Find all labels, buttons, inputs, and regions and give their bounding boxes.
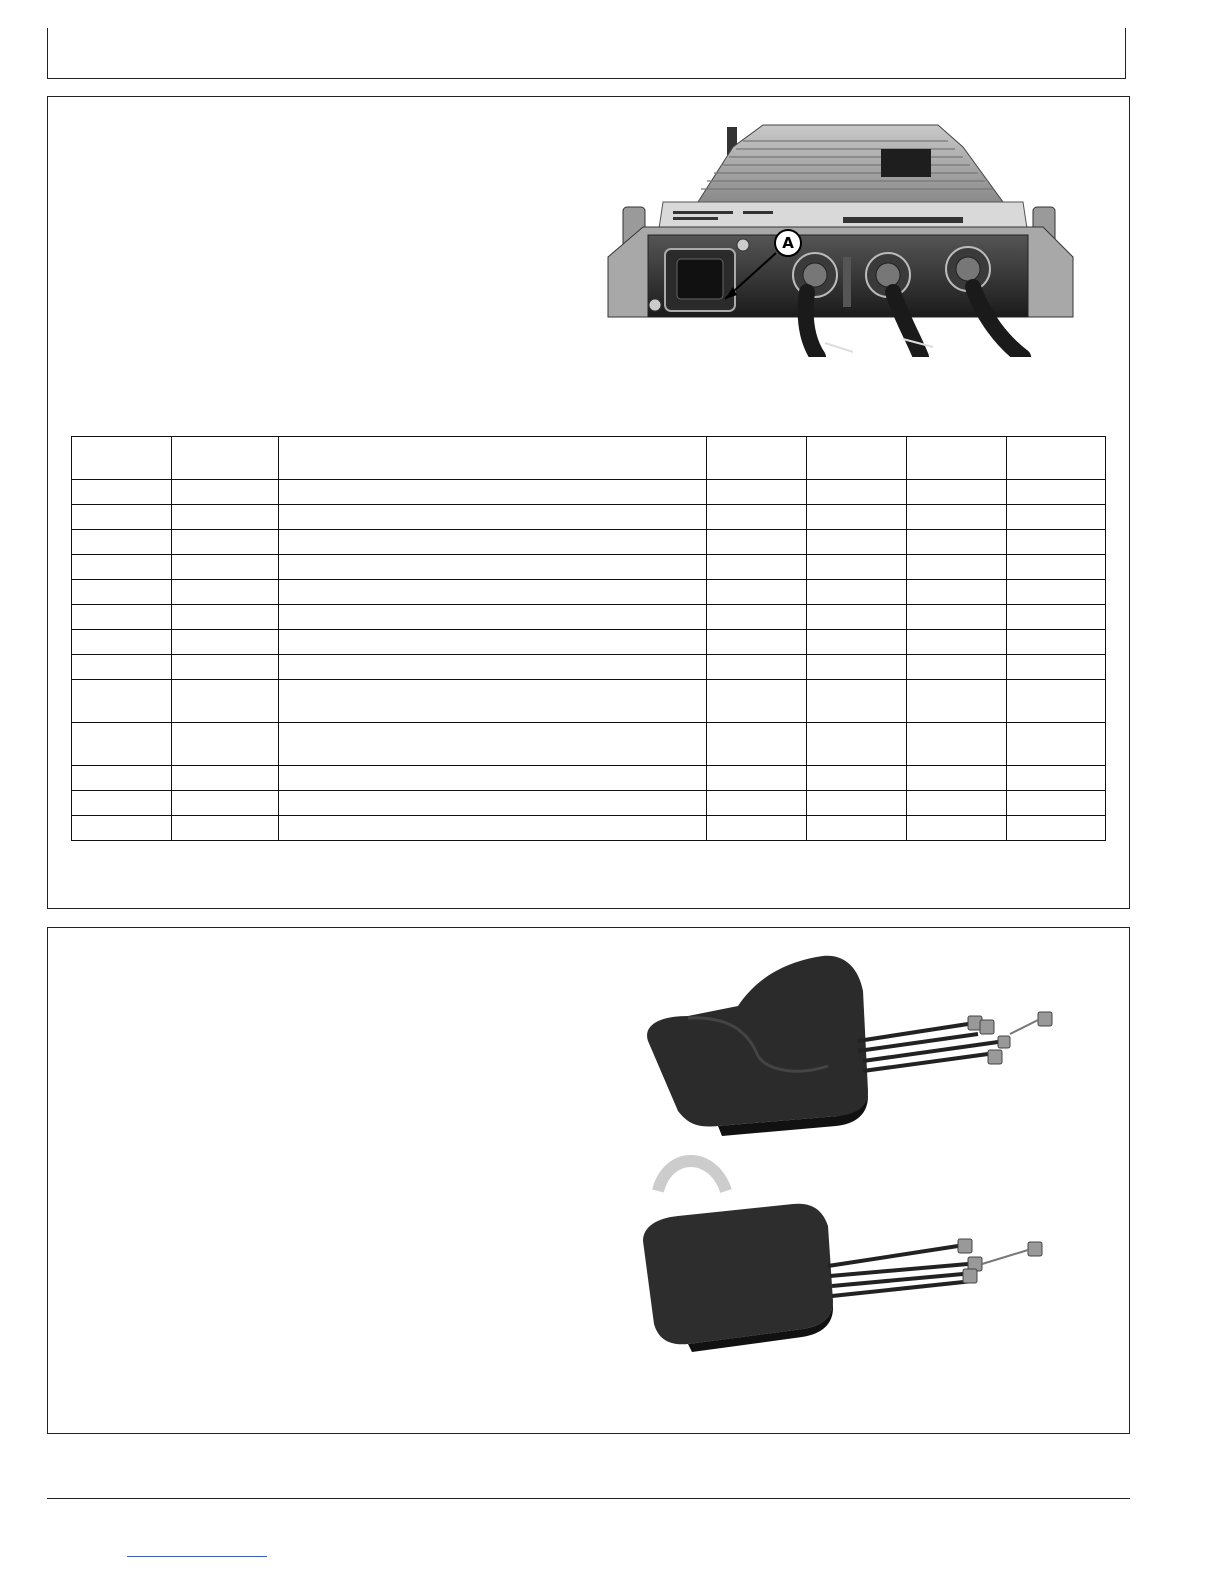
- table-cell: [279, 437, 707, 480]
- table-cell: [279, 555, 707, 580]
- antenna-section-frame: [47, 927, 1130, 1434]
- table-cell: [707, 630, 807, 655]
- table-cell: [172, 680, 279, 723]
- controller-unit-photo: [603, 107, 1083, 357]
- table-cell: [172, 723, 279, 766]
- table-cell: [172, 791, 279, 816]
- table-row: [72, 723, 1106, 766]
- table-cell: [72, 480, 172, 505]
- table-cell: [907, 816, 1007, 841]
- table-cell: [72, 555, 172, 580]
- table-cell: [279, 766, 707, 791]
- table-cell: [279, 630, 707, 655]
- table-cell: [279, 655, 707, 680]
- table-cell: [707, 791, 807, 816]
- table-cell: [172, 655, 279, 680]
- table-cell: [72, 437, 172, 480]
- table-cell: [72, 605, 172, 630]
- footer-link-underline[interactable]: [127, 1556, 267, 1557]
- table-row: [72, 605, 1106, 630]
- table-cell: [72, 530, 172, 555]
- table-cell: [807, 766, 907, 791]
- table-cell: [707, 555, 807, 580]
- table-cell: [1007, 437, 1106, 480]
- table-cell: [172, 437, 279, 480]
- table-cell: [279, 505, 707, 530]
- table-cell: [72, 580, 172, 605]
- table-cell: [1007, 655, 1106, 680]
- flat-antenna-image: [643, 1204, 1042, 1352]
- table-cell: [807, 630, 907, 655]
- table-cell: [807, 555, 907, 580]
- table-cell: [907, 530, 1007, 555]
- table-cell: [1007, 630, 1106, 655]
- table-row: [72, 555, 1106, 580]
- antenna-illustration: [618, 946, 1078, 1366]
- table-cell: [1007, 723, 1106, 766]
- table-cell: [72, 655, 172, 680]
- table-cell: [707, 605, 807, 630]
- table-cell: [707, 530, 807, 555]
- table-cell: [72, 791, 172, 816]
- table-cell: [807, 816, 907, 841]
- table-cell: [1007, 605, 1106, 630]
- callout-a-label: A: [782, 234, 794, 252]
- table-cell: [172, 630, 279, 655]
- table-row: [72, 816, 1106, 841]
- table-row: [72, 655, 1106, 680]
- table-cell: [172, 766, 279, 791]
- table-cell: [72, 816, 172, 841]
- table-cell: [172, 580, 279, 605]
- table-cell: [279, 816, 707, 841]
- table-cell: [707, 580, 807, 605]
- table-cell: [707, 480, 807, 505]
- table-cell: [279, 723, 707, 766]
- table-cell: [907, 655, 1007, 680]
- table-cell: [1007, 816, 1106, 841]
- table-cell: [172, 480, 279, 505]
- table-cell: [707, 655, 807, 680]
- footer-divider: [47, 1498, 1130, 1499]
- table-row: [72, 580, 1106, 605]
- table-header-row: [72, 437, 1106, 480]
- table-cell: [707, 437, 807, 480]
- table-cell: [807, 437, 907, 480]
- table-cell: [807, 680, 907, 723]
- table-cell: [807, 505, 907, 530]
- table-cell: [279, 480, 707, 505]
- table-cell: [907, 505, 1007, 530]
- specification-table: [71, 436, 1106, 841]
- table-cell: [72, 505, 172, 530]
- table-cell: [707, 680, 807, 723]
- table-cell: [907, 605, 1007, 630]
- table-cell: [1007, 505, 1106, 530]
- table-cell: [172, 530, 279, 555]
- table-row: [72, 480, 1106, 505]
- table-cell: [807, 791, 907, 816]
- table-cell: [72, 723, 172, 766]
- table-cell: [279, 791, 707, 816]
- table-cell: [1007, 480, 1106, 505]
- table-cell: [1007, 766, 1106, 791]
- table-cell: [707, 505, 807, 530]
- table-cell: [279, 530, 707, 555]
- table-cell: [172, 605, 279, 630]
- table-cell: [707, 816, 807, 841]
- table-row: [72, 530, 1106, 555]
- table-cell: [172, 816, 279, 841]
- table-row: [72, 630, 1106, 655]
- table-cell: [807, 655, 907, 680]
- table-cell: [72, 680, 172, 723]
- table-cell: [1007, 580, 1106, 605]
- table-cell: [907, 580, 1007, 605]
- table-cell: [907, 766, 1007, 791]
- table-cell: [707, 766, 807, 791]
- table-cell: [907, 791, 1007, 816]
- table-cell: [72, 630, 172, 655]
- table-cell: [1007, 555, 1106, 580]
- table-cell: [807, 723, 907, 766]
- table-row: [72, 680, 1106, 723]
- table-cell: [807, 480, 907, 505]
- table-cell: [907, 680, 1007, 723]
- table-cell: [72, 766, 172, 791]
- tall-antenna-image: [647, 956, 1052, 1136]
- table-row: [72, 505, 1106, 530]
- table-cell: [907, 630, 1007, 655]
- table-cell: [1007, 680, 1106, 723]
- table-cell: [907, 723, 1007, 766]
- table-cell: [907, 555, 1007, 580]
- table-cell: [707, 723, 807, 766]
- table-cell: [279, 580, 707, 605]
- table-cell: [807, 580, 907, 605]
- table-cell: [172, 555, 279, 580]
- table-row: [72, 791, 1106, 816]
- table-cell: [279, 605, 707, 630]
- table-cell: [807, 605, 907, 630]
- table-cell: [907, 437, 1007, 480]
- table-cell: [1007, 791, 1106, 816]
- table-cell: [1007, 530, 1106, 555]
- table-cell: [807, 530, 907, 555]
- table-row: [72, 766, 1106, 791]
- table-cell: [279, 680, 707, 723]
- table-cell: [172, 505, 279, 530]
- top-section-frame: [47, 28, 1126, 79]
- controller-section-frame: [47, 96, 1130, 909]
- table-cell: [907, 480, 1007, 505]
